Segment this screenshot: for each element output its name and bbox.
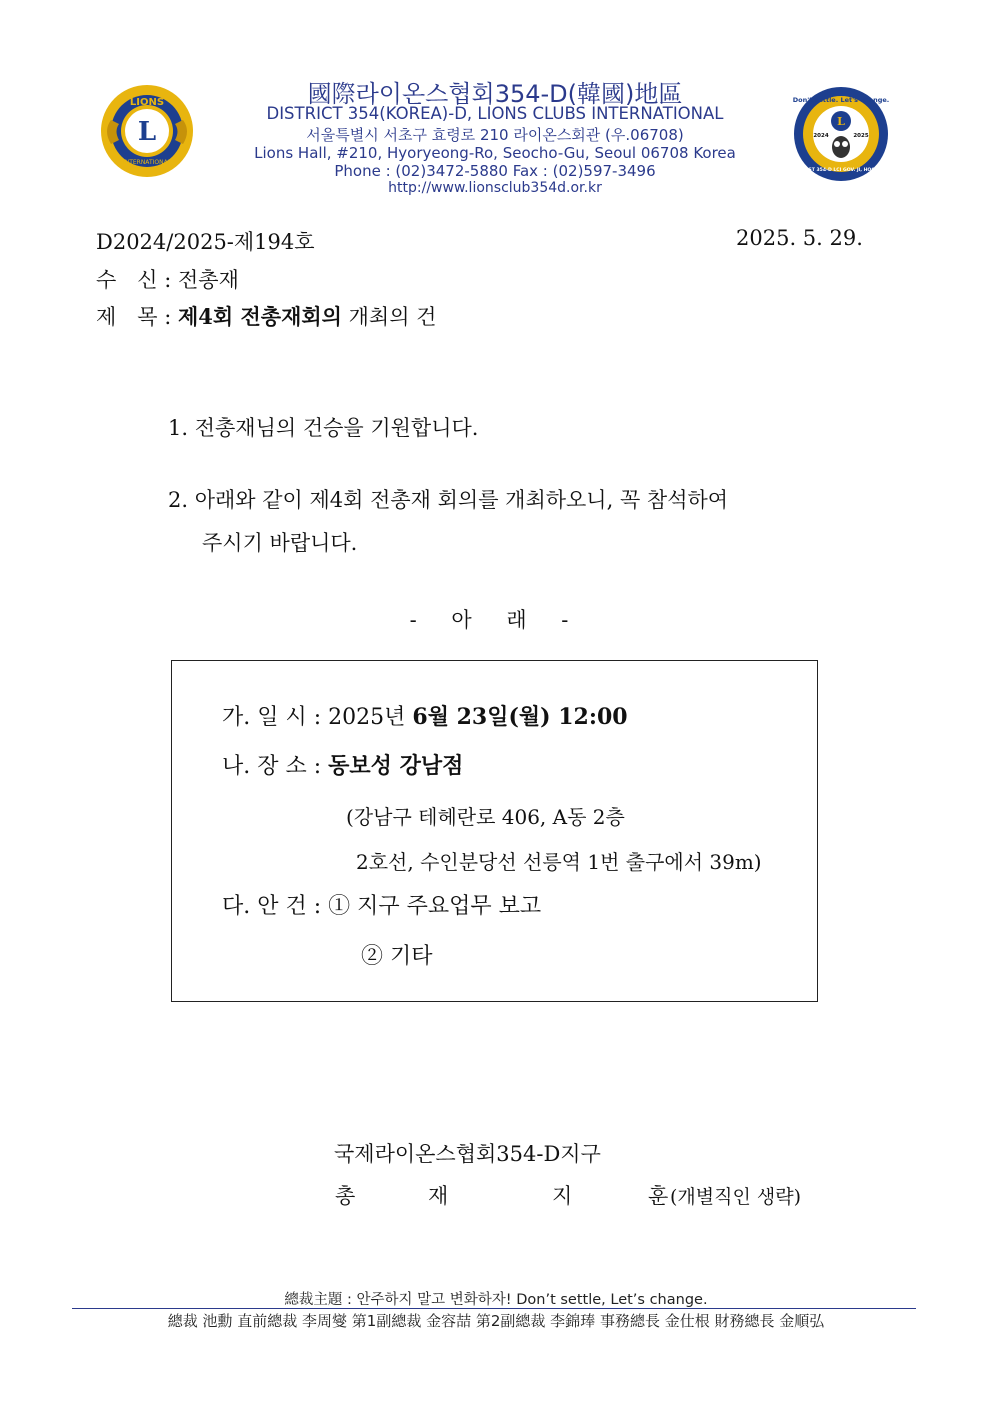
org-english-name: DISTRICT 354(KOREA)-D, LIONS CLUBS INTERNATIONAL xyxy=(266,104,724,123)
detail-agenda-2: ② 기타 xyxy=(361,944,433,969)
district-logo-top-text: Don't settle. Let's change. xyxy=(792,96,890,104)
detail-date xyxy=(222,700,628,731)
subject-bold: 제4회 전총재회의 xyxy=(178,304,342,329)
paragraph-2-line-1: 2. 아래와 같이 제4회 전총재 회의를 개최하오니, 꼭 참석하여 xyxy=(168,488,729,512)
district-logo-bottom-text: DIST 354-D LCI GOV. JI, HOON xyxy=(802,168,880,173)
signature-title-char-1: 총 xyxy=(335,1184,356,1208)
signature-note: (개별직인 생략) xyxy=(670,1186,801,1208)
detail-date-plain: 2025년 xyxy=(321,705,413,730)
org-title: 國際라이온스협회354-D(韓國)地區 xyxy=(307,80,683,108)
korean-address: 서울특별시 서초구 효령로 210 라이온스회관 (우.06708) xyxy=(306,126,684,144)
lions-logo-letter: L xyxy=(137,117,157,147)
detail-date-bold: 6월 23일(월) 12:00 xyxy=(412,704,628,730)
signature-title-char-3: 지 xyxy=(552,1184,573,1208)
recipient-line xyxy=(96,264,239,294)
detail-place-bold: 동보성 강남점 xyxy=(328,753,464,779)
signature-title-char-2: 재 xyxy=(428,1184,449,1208)
subject-line xyxy=(96,301,436,331)
subject-label: 제 목 : xyxy=(96,305,172,329)
paragraph-2-line-2: 주시기 바랍니다. xyxy=(202,531,358,555)
paragraph-1: 1. 전총재님의 건승을 기원합니다. xyxy=(168,416,479,440)
signature-org: 국제라이온스협회354-D지구 xyxy=(334,1142,601,1166)
svg-text:L: L xyxy=(837,115,845,128)
footer-theme: 總裁主題 : 안주하지 말고 변화하자! Don’t settle, Let’s change. xyxy=(284,1292,708,1308)
website-url[interactable]: http://www.lionsclub354d.or.kr xyxy=(388,180,602,196)
district-logo-year-right: 2025 xyxy=(853,133,869,139)
doc-number: D2024/2025-제194호 xyxy=(96,230,315,254)
detail-date-label: 가. 일 시 : xyxy=(222,705,322,730)
footer-divider xyxy=(72,1308,916,1309)
doc-date: 2025. 5. 29. xyxy=(736,226,863,250)
lions-logo xyxy=(97,84,197,179)
footer-officers: 總裁 池勳 直前總裁 李周燮 第1副總裁 金容喆 第2副總裁 李錦琫 事務總長 金仕根 財務總長 金順弘 xyxy=(167,1312,825,1330)
subject-rest: 개최의 건 xyxy=(341,305,437,329)
district-logo xyxy=(792,85,890,183)
recipient-label: 수 신 : xyxy=(96,268,172,292)
detail-place-label: 나. 장 소 : xyxy=(222,754,322,779)
detail-place-address-2: 2호선, 수인분당선 선릉역 1번 출구에서 39m) xyxy=(356,850,762,874)
phone-fax: Phone : (02)3472-5880 Fax : (02)597-3496 xyxy=(334,162,656,180)
lions-logo-top-text: LIONS xyxy=(129,97,165,108)
english-address: Lions Hall, #210, Hyoryeong-Ro, Seocho-Gu, Seoul 06708 Korea xyxy=(254,144,736,162)
lions-logo-bottom-text: INTERNATIONAL xyxy=(122,159,172,166)
district-logo-year-left: 2024 xyxy=(813,133,829,139)
detail-agenda xyxy=(222,889,541,920)
signature-title-char-4: 훈 xyxy=(648,1184,669,1208)
below-heading: - 아 래 - xyxy=(409,608,583,632)
detail-place xyxy=(222,749,463,780)
recipient-value: 전총재 xyxy=(178,268,239,292)
detail-place-address-1: (강남구 테헤란로 406, A동 2층 xyxy=(346,805,625,829)
detail-agenda-label: 다. 안 건 : xyxy=(222,894,322,919)
detail-agenda-1: ① 지구 주요업무 보고 xyxy=(328,894,542,919)
